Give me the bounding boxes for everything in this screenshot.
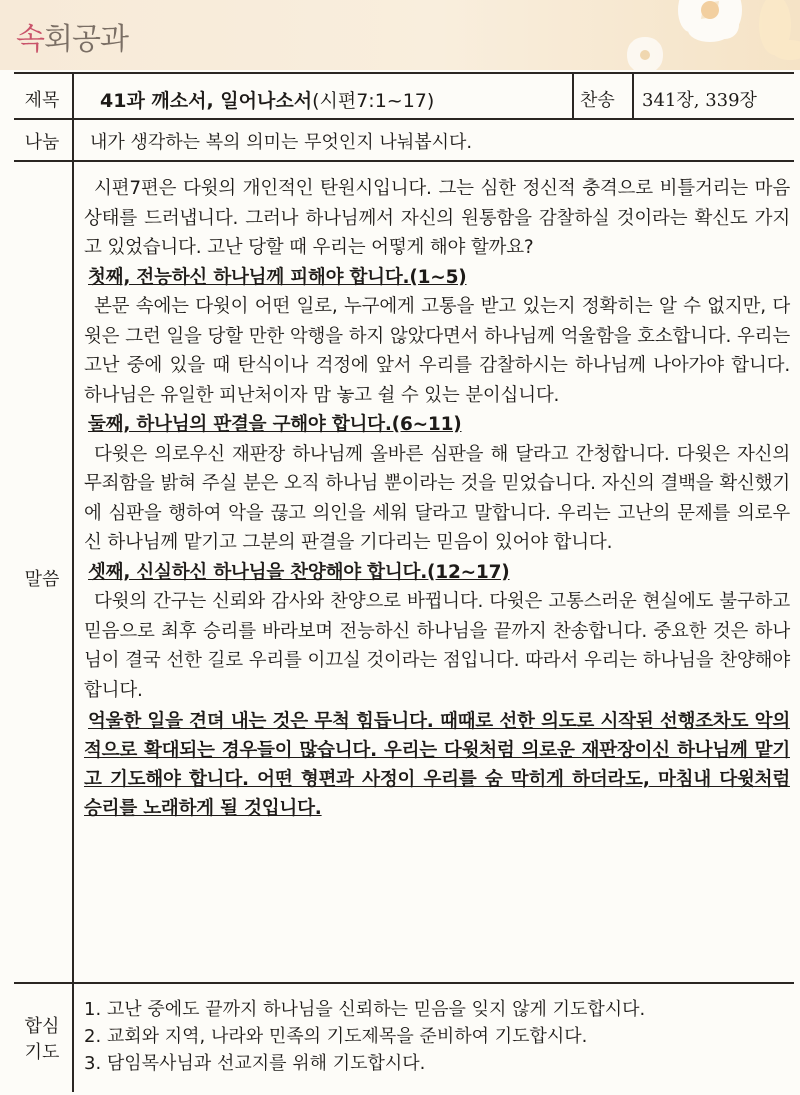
title-row-rule bbox=[14, 118, 794, 120]
word-row-label: 말씀 bbox=[24, 569, 60, 590]
share-question: 내가 생각하는 복의 의미는 무엇인지 나눠봅시다. bbox=[90, 132, 473, 153]
lesson-title-main: 41과 깨소서, 일어나소서 bbox=[100, 90, 313, 112]
table-top-rule bbox=[14, 72, 794, 74]
point-body-3: 다윗의 간구는 신뢰와 감사와 찬양으로 바뀝니다. 다윗은 고통스러운 현실에도 불구하고 믿음으로 최후 승리를 바라보며 전능하신 하나님을 끝까지 찬송합니다. 중요한 것은 하나님이 결국 선한 길로 우리를 이끄실 것이라는 점입니다. 따라서 우리는 하나님을 찬양해야 합니다. bbox=[84, 591, 790, 701]
label-column-divider bbox=[72, 72, 74, 1092]
hymn-numbers: 341장, 339장 bbox=[642, 90, 757, 111]
point-heading-3: 셋째, 신실하신 하나님을 찬양해야 합니다.(12~17) bbox=[88, 561, 510, 583]
point-body-2: 다윗은 의로우신 재판장 하나님께 올바른 심판을 해 달라고 간청합니다. 다윗은 자신의 무죄함을 밝혀 주실 분은 오직 하나님 뿐이라는 것을 믿었습니다. 자신의 결백을 확신했기에 심판을 행하여 악을 끊고 의인을 세워 달라고 말합니다. 우리는 고난의 문제를 의로우신 하나님께 맡기고 그분의 판결을 기다리는 믿음이 있어야 합니다. bbox=[84, 443, 790, 553]
prayer-row-label-line1: 합심 bbox=[24, 1016, 60, 1037]
prayer-list bbox=[84, 996, 790, 1077]
point-body-1: 본문 속에는 다윗이 어떤 일로, 누구에게 고통을 받고 있는지 정확히는 알 수 없지만, 다윗은 그런 일을 당할 만한 악행을 하지 않았다면서 하나님께 억울함을 호소합니다. 우리는 고난 중에 있을 때 탄식이나 걱정에 앞서 우리를 감찰하시는 하나님께 나아가야 합니다. 하나님은 유일한 피난처이자 맘 놓고 쉴 수 있는 분이십니다. bbox=[84, 296, 790, 406]
share-row-rule bbox=[14, 160, 794, 162]
lesson-series-title-rest: 회공과 bbox=[43, 22, 128, 57]
hymn-divider-left bbox=[572, 72, 574, 118]
lesson-series-title-first: 속 bbox=[16, 22, 44, 57]
hymn-divider-right bbox=[632, 72, 634, 118]
sermon-conclusion: 억울한 일을 견뎌 내는 것은 무척 힘듭니다. 때때로 선한 의도로 시작된 선행조차도 악의적으로 확대되는 경우들이 많습니다. 우리는 다윗처럼 의로운 재판장이신 하나님께 맡기고 기도해야 합니다. 어떤 형편과 사정이 우리를 숨 막히게 하더라도, 마침내 다윗처럼 승리를 노래하게 될 것입니다. bbox=[84, 711, 790, 819]
word-row-rule bbox=[14, 982, 794, 984]
lesson-scripture-reference: (시편7:1~17) bbox=[312, 90, 435, 112]
prayer-item: 1. 고난 중에도 끝까지 하나님을 신뢰하는 믿음을 잊지 않게 기도합시다. bbox=[84, 999, 646, 1020]
prayer-item: 3. 담임목사님과 선교지를 위해 기도합시다. bbox=[84, 1053, 426, 1074]
prayer-item: 2. 교회와 지역, 나라와 민족의 기도제목을 준비하여 기도합시다. bbox=[84, 1026, 588, 1047]
point-heading-2: 둘째, 하나님의 판결을 구해야 합니다.(6~11) bbox=[88, 414, 462, 435]
lesson-title bbox=[100, 86, 434, 113]
sermon-body bbox=[84, 174, 790, 823]
share-row-label: 나눔 bbox=[24, 132, 60, 153]
title-row-label: 제목 bbox=[24, 90, 60, 111]
point-heading-1: 첫째, 전능하신 하나님께 피해야 합니다.(1~5) bbox=[88, 266, 467, 288]
prayer-row-label-line2: 기도 bbox=[24, 1042, 60, 1063]
hymn-label: 찬송 bbox=[580, 90, 615, 111]
sermon-intro: 시편7편은 다윗의 개인적인 탄원시입니다. 그는 심한 정신적 충격으로 비틀거리는 마음 상태를 드러냅니다. 그러나 하나님께서 자신의 원통함을 감찰하실 것이라는 확신도 가지고 있었습니다. 고난 당할 때 우리는 어떻게 해야 할까요? bbox=[84, 178, 790, 258]
